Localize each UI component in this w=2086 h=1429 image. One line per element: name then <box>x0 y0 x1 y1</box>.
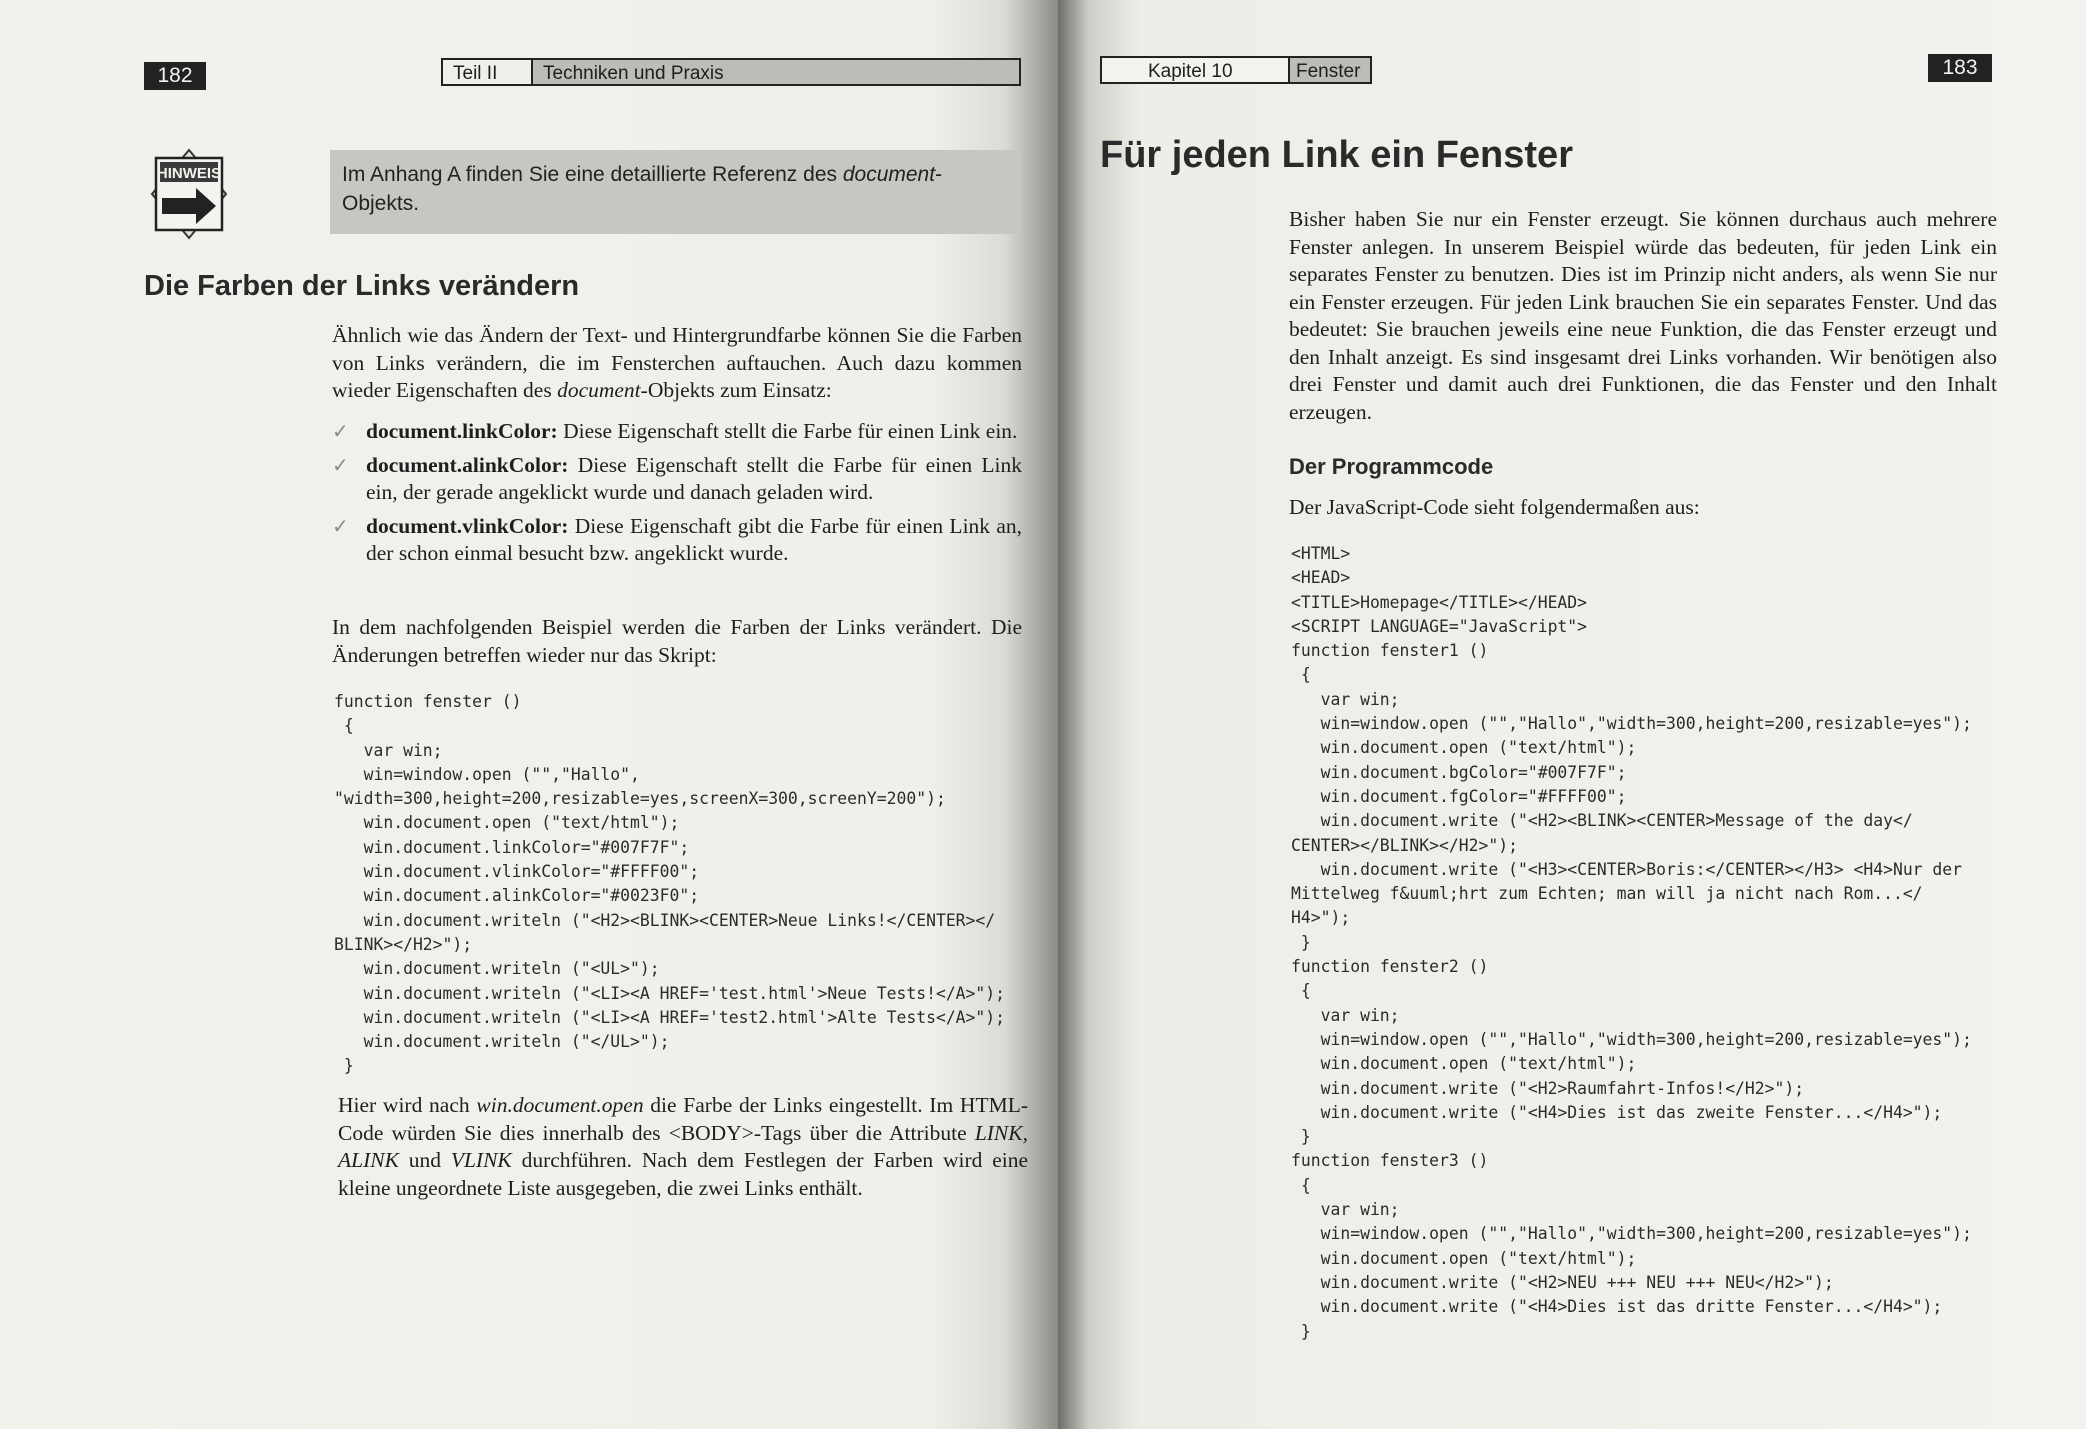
property-desc: Diese Eigenschaft stellt die Farbe für einen Link ein. <box>557 419 1018 443</box>
header-title: Techniken und Praxis <box>533 60 1019 84</box>
intro-text: Ähnlich wie das Ändern der Text- und Hintergrundfarbe können Sie die Farben von Links verändern, die im Fensterchen auftauchen. Auch dazu kommen wieder Eigenschaften des <box>332 323 1022 402</box>
property-term: document.linkColor: <box>366 419 558 443</box>
code-listing: function fenster () { var win; win=window.open ("","Hallo", "width=300,height=200,resizable=yes,screenX=300,screenY=200"); win.document.open ("text/html"); win.document.linkColor="#007F7F"; win.document.vlinkColor="#FFFF00"; win.document.alinkColor="#0023F0"; win.document.writeln ("<H2><BLINK><CENTER>Neue Links!</CENTER></ BLINK></H2>"); win.document.writeln ("<UL>"); win.document.writeln ("<LI><A HREF='test.html'>Neue Tests!</A>"); win.document.writeln ("<LI><A HREF='test2.html'>Alte Tests</A>"); win.document.writeln ("</UL>"); } <box>334 692 1006 1076</box>
property-term: document.vlinkColor: <box>366 513 569 538</box>
note-text: Im Anhang A finden Sie eine detaillierte Referenz des <box>342 163 843 186</box>
closing-emphasis: win.document.open <box>476 1093 644 1117</box>
subheading: Der Programmcode <box>1289 454 1494 479</box>
section-heading: Für jeden Link ein Fenster <box>1100 134 1573 176</box>
section-heading: Die Farben der Links verändern <box>144 270 580 302</box>
running-header <box>441 58 1021 86</box>
property-desc: Diese Eigenschaft gibt die Farbe für einen Link an, der schon einmal besucht bzw. angeklickt wurde. <box>366 513 1022 565</box>
code-intro: Der JavaScript-Code sieht folgendermaßen aus: <box>1289 495 1700 519</box>
property-list <box>332 418 1022 574</box>
closing-text: durchführen. Nach dem Festlegen der Farben wird eine kleine ungeordnete Liste ausgegeben, die zwei Links enthält. <box>338 1148 1028 1200</box>
closing-text: die Farbe der Links eingestellt. Im HTML-Code würden Sie dies innerhalb des <BODY>-Tags über die Attribute <box>338 1093 1028 1145</box>
closing-emphasis: VLINK <box>450 1148 512 1172</box>
checkmark-icon: ✓ <box>332 419 349 443</box>
list-item <box>332 418 1022 446</box>
checkmark-icon: ✓ <box>332 513 349 538</box>
running-header <box>1100 56 1372 84</box>
hinweis-label: HINWEIS <box>156 165 222 182</box>
note-box <box>330 150 1020 234</box>
intro-text-end: -Objekts zum Einsatz: <box>640 378 832 402</box>
right-page <box>1058 0 2086 1429</box>
page-number: 182 <box>144 62 206 90</box>
intro-paragraph: Bisher haben Sie nur ein Fenster erzeugt. Sie können durchaus auch mehrere Fenster anlegen. In unserem Beispiel würde das bedeuten, für jeden Link ein separates Fenster zu benutzen. Dies ist im Prinzip nicht anders, als wenn Sie nur ein Fenster erzeugen. Für jeden Link brauchen Sie ein separates Fenster. Und das bedeutet: Sie brauchen jeweils eine neue Funktion, die das Fenster erzeugt und den Inhalt anzeigt. Es sind insgesamt drei Links vorhanden. Wir benötigen also drei Fenster und damit auch drei Funktionen, die das Fenster und den Inhalt erzeugen. <box>1289 207 1997 424</box>
checkmark-icon: ✓ <box>332 452 349 477</box>
header-title: Fenster <box>1290 58 1370 82</box>
note-text-end: -Objekts. <box>342 163 943 215</box>
closing-text: Hier wird nach <box>338 1093 477 1117</box>
hinweis-arrow-icon <box>150 148 228 240</box>
example-intro: In dem nachfolgenden Beispiel werden die Farben der Links verändert. Die Änderungen betreffen wieder nur das Skript: <box>332 615 1022 667</box>
closing-paragraph <box>338 1092 1028 1202</box>
property-desc: Diese Eigenschaft stellt die Farbe für einen Link ein, der gerade angeklickt wurde und danach geladen wird. <box>366 452 1022 504</box>
list-item <box>332 452 1022 507</box>
property-term: document.alinkColor: <box>366 452 569 477</box>
code-listing: <HTML> <HEAD> <TITLE>Homepage</TITLE></HEAD> <SCRIPT LANGUAGE="JavaScript"> function fenster1 () { var win; win=window.open ("","Hallo","width=300,height=200,resizable=yes"); win.document.open ("text/html"); win.document.bgColor="#007F7F"; win.document.fgColor="#FFFF00"; win.document.write ("<H2><BLINK><CENTER>Message of the day</ CENTER></BLINK></H2>"); win.document.write ("<H3><CENTER>Boris:</CENTER></H3> <H4>Nur der Mittelweg f&uuml;hrt zum Echten; man will ja nicht nach Rom...</ H4>"); } function fenster2 () { var win; win=window.open ("","Hallo","width=300,height=200,resizable=yes"); win.document.open ("text/html"); win.document.write ("<H2>Raumfahrt-Infos!</H2>"); win.document.write ("<H4>Dies ist das zweite Fenster...</H4>"); } function fenster3 () { var win; win=window.open ("","Hallo","width=300,height=200,resizable=yes"); win.document.open ("text/html"); win.document.write ("<H2>NEU +++ NEU +++ NEU</H2>"); win.document.write ("<H4>Dies ist das dritte Fenster...</H4>"); } <box>1291 544 1972 1341</box>
intro-paragraph <box>332 322 1022 405</box>
closing-emphasis: LINK, ALINK <box>338 1120 1028 1172</box>
header-part: Teil II <box>443 60 533 84</box>
intro-emphasis: document <box>557 378 641 402</box>
page-number: 183 <box>1928 54 1992 82</box>
header-part: Kapitel 10 <box>1102 58 1290 82</box>
list-item <box>332 513 1022 568</box>
note-emphasis: document <box>842 163 936 186</box>
closing-text: und <box>398 1148 451 1172</box>
